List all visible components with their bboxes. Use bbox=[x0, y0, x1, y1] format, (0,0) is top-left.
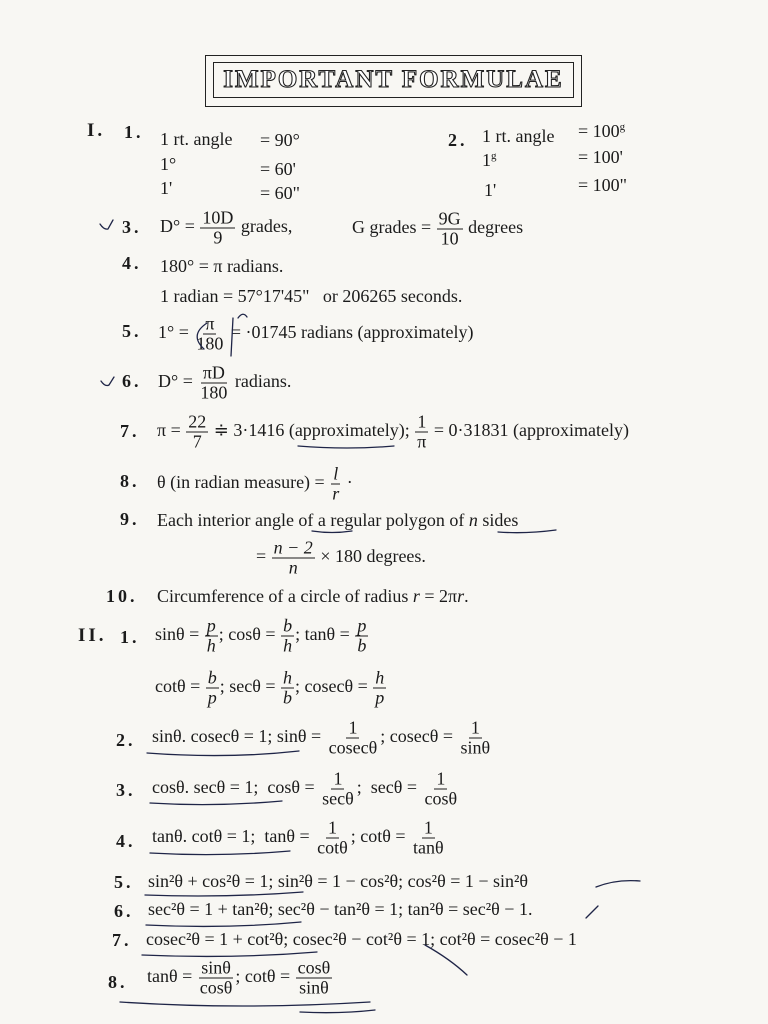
formula-line: = 90° bbox=[260, 130, 300, 150]
text-segment: = 100 bbox=[578, 121, 620, 141]
text-segment: grades, bbox=[236, 216, 293, 237]
fraction-numerator: 1 bbox=[327, 817, 337, 838]
pen-stroke bbox=[425, 945, 467, 975]
pen-stroke bbox=[586, 906, 598, 918]
title-inner-frame bbox=[213, 62, 574, 98]
fraction-denominator: 10 bbox=[440, 228, 459, 249]
fraction-denominator: 180 bbox=[200, 382, 228, 403]
text-segment: · bbox=[342, 472, 353, 493]
text-segment: D° = bbox=[160, 216, 200, 237]
fraction-numerator: h bbox=[375, 667, 385, 688]
text-segment: θ (in radian measure) = bbox=[157, 472, 330, 493]
item-number: 4. bbox=[116, 831, 136, 851]
item-number: 1. bbox=[124, 122, 144, 142]
formula-line bbox=[158, 364, 291, 403]
formula-line bbox=[152, 719, 493, 758]
fraction-numerator: 1 bbox=[417, 411, 427, 432]
formula-line bbox=[482, 150, 497, 170]
text-segment: sinθ. cosecθ = 1; sinθ = bbox=[152, 726, 326, 747]
formula-line bbox=[157, 586, 469, 606]
text-segment: 1 bbox=[482, 150, 491, 170]
item-number: 2. bbox=[448, 130, 468, 150]
text-segment: ≑ 3·1416 (approximately); bbox=[209, 420, 415, 441]
fraction-numerator: b bbox=[283, 615, 293, 636]
text-segment: ; cosθ = bbox=[218, 624, 281, 645]
fraction bbox=[327, 719, 380, 758]
item-number: 4. bbox=[122, 253, 142, 273]
item-number: 5. bbox=[114, 872, 134, 892]
formula-line: 1 rt. angle bbox=[160, 129, 233, 149]
fraction-numerator: 1 bbox=[348, 717, 358, 738]
formula-line bbox=[155, 669, 387, 708]
formula-line bbox=[157, 413, 629, 452]
fraction-denominator: sinθ bbox=[460, 737, 491, 758]
formula-line: 1' bbox=[484, 180, 497, 200]
fraction bbox=[415, 413, 428, 452]
item-number: 2. bbox=[116, 730, 136, 750]
text-segment: = 2π bbox=[419, 586, 458, 606]
text-segment: ; cosecθ = bbox=[380, 726, 458, 747]
fraction-denominator: secθ bbox=[322, 788, 354, 809]
fraction-numerator: 1 bbox=[470, 717, 480, 738]
formula-line: = 60" bbox=[260, 183, 300, 203]
italic-variable: n bbox=[468, 510, 478, 530]
formula-line bbox=[152, 819, 447, 858]
text-segment: G grades = bbox=[352, 217, 436, 238]
item-number: 1. bbox=[120, 627, 140, 647]
formula-line: 1' bbox=[160, 178, 173, 198]
fraction-denominator: 9 bbox=[213, 227, 223, 248]
fraction-numerator: 1 bbox=[333, 768, 343, 789]
superscript: g bbox=[491, 150, 497, 162]
fraction bbox=[198, 959, 235, 998]
fraction-numerator: 22 bbox=[188, 411, 207, 432]
fraction-numerator: cosθ bbox=[297, 957, 331, 978]
fraction-numerator: 10D bbox=[202, 207, 234, 228]
fraction-denominator: tanθ bbox=[413, 837, 444, 858]
text-segment: Circumference of a circle of radius bbox=[157, 586, 413, 606]
formula-line bbox=[155, 617, 369, 656]
item-number: 6. bbox=[114, 901, 134, 921]
fraction bbox=[272, 539, 315, 578]
item-number: 8. bbox=[120, 471, 140, 491]
pen-checkmark bbox=[101, 377, 114, 386]
text-segment: tanθ = bbox=[147, 966, 197, 987]
section-1-label: I. bbox=[87, 120, 106, 141]
text-segment: 1° = bbox=[158, 322, 194, 343]
fraction bbox=[281, 669, 294, 708]
formula-line bbox=[152, 770, 460, 809]
fraction-denominator: cosθ bbox=[424, 788, 458, 809]
fraction-denominator: cotθ bbox=[317, 837, 348, 858]
item-number: 7. bbox=[120, 421, 140, 441]
item-number: 8. bbox=[108, 972, 128, 992]
formula-line bbox=[256, 539, 426, 578]
fraction-denominator: p bbox=[375, 687, 385, 708]
item-number: 7. bbox=[112, 930, 132, 950]
fraction-denominator: b bbox=[283, 687, 293, 708]
fraction bbox=[373, 669, 386, 708]
pen-checkmark bbox=[100, 220, 113, 229]
formula-line bbox=[352, 210, 523, 249]
text-segment: π = bbox=[157, 420, 186, 441]
fraction bbox=[186, 413, 208, 452]
fraction bbox=[437, 210, 463, 249]
formula-line: = 100' bbox=[578, 147, 623, 167]
formula-line: sin²θ + cos²θ = 1; sin²θ = 1 − cos²θ; cos²θ = 1 − sin²θ bbox=[148, 871, 529, 891]
pen-underline bbox=[146, 922, 301, 926]
formula-line: cosec²θ = 1 + cot²θ; cosec²θ − cot²θ = 1; cot²θ = cosec²θ − 1 bbox=[146, 929, 577, 949]
title-frame bbox=[205, 55, 582, 107]
fraction bbox=[296, 959, 333, 998]
fraction-denominator: 7 bbox=[192, 431, 202, 452]
fraction bbox=[281, 617, 294, 656]
fraction-denominator: h bbox=[283, 635, 293, 656]
text-segment: cotθ = bbox=[155, 676, 205, 697]
item-number: 10. bbox=[106, 586, 138, 606]
fraction bbox=[423, 770, 460, 809]
fraction bbox=[206, 669, 219, 708]
superscript: g bbox=[619, 121, 626, 133]
pen-underline bbox=[142, 952, 317, 956]
text-segment: Each interior angle of a regular polygon of bbox=[157, 510, 469, 530]
text-segment: ; cosecθ = bbox=[295, 676, 373, 697]
fraction-numerator: 1 bbox=[436, 768, 446, 789]
fraction-numerator: l bbox=[333, 463, 339, 484]
pen-underline bbox=[120, 1002, 370, 1006]
formula-line bbox=[157, 510, 518, 530]
fraction-denominator: 180 bbox=[196, 333, 224, 354]
formula-line bbox=[578, 121, 625, 141]
text-segment: ; secθ = bbox=[219, 676, 281, 697]
fraction bbox=[330, 465, 341, 504]
fraction-numerator: π bbox=[205, 313, 215, 334]
text-segment: sides bbox=[477, 510, 519, 530]
italic-variable: r bbox=[457, 586, 465, 606]
fraction-numerator: p bbox=[357, 615, 367, 636]
formula-line: sec²θ = 1 + tan²θ; sec²θ − tan²θ = 1; tan²θ = sec²θ − 1. bbox=[148, 899, 533, 919]
pen-stroke bbox=[596, 881, 640, 887]
text-segment: = bbox=[256, 546, 271, 567]
fraction-denominator: cosθ bbox=[199, 977, 233, 998]
italic-variable: r bbox=[412, 586, 420, 606]
fraction-numerator: n − 2 bbox=[273, 537, 313, 558]
item-number: 3. bbox=[122, 217, 142, 237]
formula-line: = 100" bbox=[578, 175, 627, 195]
fraction-denominator: r bbox=[332, 483, 340, 504]
fraction-numerator: h bbox=[283, 667, 293, 688]
text-segment: D° = bbox=[158, 371, 198, 392]
text-segment: × 180 degrees. bbox=[315, 546, 426, 567]
fraction-denominator: cosecθ bbox=[328, 737, 378, 758]
fraction-numerator: p bbox=[206, 615, 216, 636]
text-segment: = 0·31831 (approximately) bbox=[429, 420, 629, 441]
formula-line bbox=[147, 959, 333, 998]
text-segment: cosθ. secθ = 1; cosθ = bbox=[152, 777, 320, 798]
text-segment: ; cotθ = bbox=[235, 966, 295, 987]
item-number: 6. bbox=[122, 371, 142, 391]
text-segment: radians. bbox=[230, 371, 292, 392]
text-segment: . bbox=[464, 586, 469, 606]
text-segment: degrees bbox=[463, 217, 524, 238]
text-segment: = ·01745 radians (approximately) bbox=[226, 322, 474, 343]
fraction-denominator: n bbox=[288, 557, 298, 578]
item-number: 3. bbox=[116, 780, 136, 800]
text-segment: ; cotθ = bbox=[350, 826, 411, 847]
formula-line: 1° bbox=[160, 154, 177, 174]
fraction bbox=[459, 719, 493, 758]
fraction-numerator: 9G bbox=[438, 208, 461, 229]
pen-underline bbox=[498, 530, 556, 533]
fraction bbox=[355, 617, 368, 656]
formula-line: 180° = π radians. bbox=[160, 256, 284, 276]
formula-line bbox=[160, 209, 292, 248]
text-segment: ; tanθ = bbox=[295, 624, 355, 645]
fraction bbox=[198, 364, 229, 403]
text-segment: ; secθ = bbox=[356, 777, 422, 798]
formula-line: = 60' bbox=[260, 159, 296, 179]
fraction-denominator: h bbox=[206, 635, 216, 656]
page-title: IMPORTANT FORMULAE bbox=[223, 66, 564, 93]
fraction-numerator: πD bbox=[202, 362, 225, 383]
fraction bbox=[411, 819, 446, 858]
text-segment: tanθ. cotθ = 1; tanθ = bbox=[152, 826, 315, 847]
fraction-denominator: π bbox=[417, 431, 427, 452]
formula-line bbox=[158, 315, 473, 354]
fraction bbox=[320, 770, 356, 809]
formula-line: 1 rt. angle bbox=[482, 126, 555, 146]
formula-line bbox=[157, 465, 353, 504]
pen-underline bbox=[300, 1010, 375, 1013]
fraction-numerator: sinθ bbox=[201, 957, 231, 978]
fraction-numerator: 1 bbox=[423, 817, 433, 838]
pen-underline bbox=[145, 892, 303, 896]
fraction bbox=[200, 209, 235, 248]
item-number: 5. bbox=[122, 321, 142, 341]
formula-line: 1 radian = 57°17'45" or 206265 seconds. bbox=[160, 286, 463, 306]
item-number: 9. bbox=[120, 509, 140, 529]
fraction-denominator: b bbox=[357, 635, 367, 656]
pen-underline bbox=[312, 531, 352, 533]
section-2-label: II. bbox=[78, 625, 107, 646]
text-segment: sinθ = bbox=[155, 624, 204, 645]
fraction bbox=[205, 617, 218, 656]
fraction-denominator: sinθ bbox=[299, 977, 329, 998]
fraction-denominator: p bbox=[207, 687, 217, 708]
fraction bbox=[315, 819, 350, 858]
fraction bbox=[194, 315, 225, 354]
fraction-numerator: b bbox=[207, 667, 217, 688]
